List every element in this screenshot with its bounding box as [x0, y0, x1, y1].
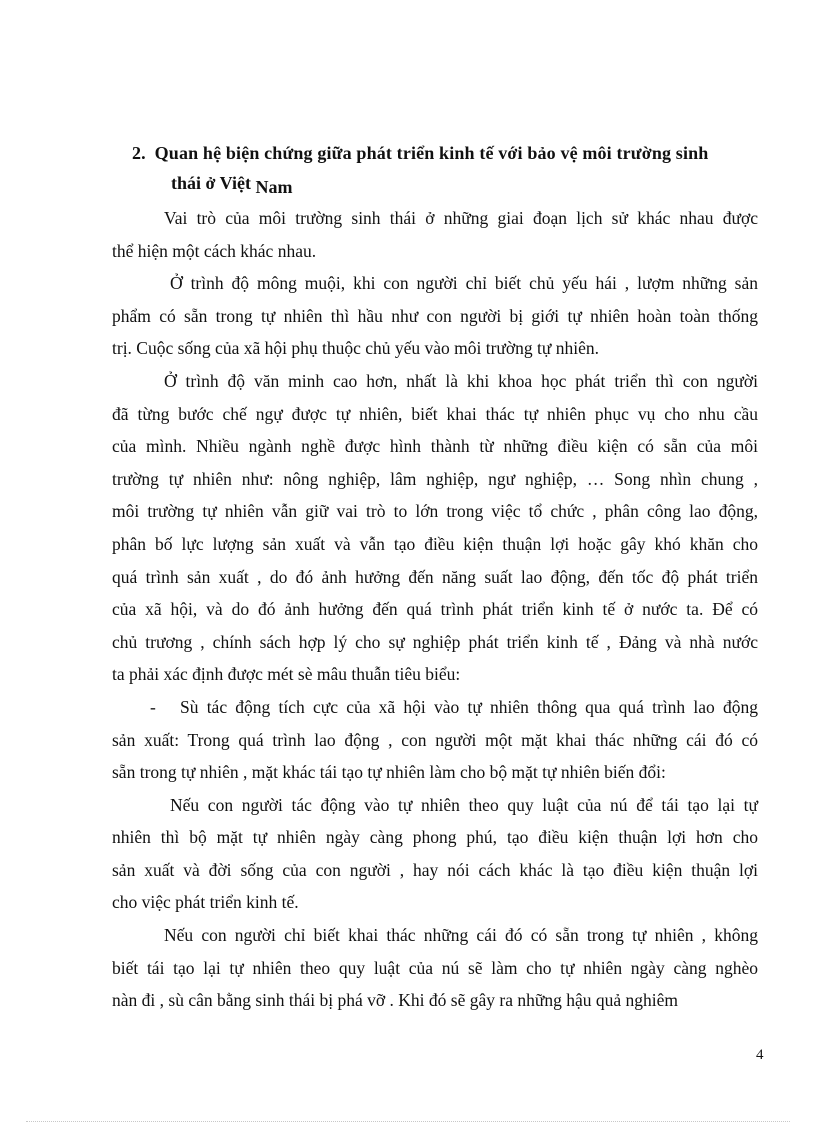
section-title-part-3: Nam [255, 177, 293, 197]
paragraph-line: Nếu con người chỉ biết khai thác những cái đó có sẵn trong tự nhiên , không [164, 925, 758, 946]
section-heading-line-2 [132, 168, 762, 198]
page-number: 4 [756, 1047, 764, 1063]
paragraph-line: phẩm có sẵn trong tự nhiên thì hầu như con người bị giới tự nhiên hoàn toàn thống [112, 305, 758, 326]
paragraph-line: trường tự nhiên như: nông nghiệp, lâm nghiệp, ngư nghiệp, … Song nhìn chung , [112, 468, 758, 489]
section-title-part-1: Quan hệ biện chứng giữa phát triển kinh tế với bảo vệ môi trường sinh [154, 143, 709, 163]
list-dash: - [150, 696, 156, 717]
section-heading-line-1 [132, 138, 762, 168]
paragraph [112, 202, 758, 267]
paragraph-line: phân bố lực lượng sản xuất và vẫn tạo điều kiện thuận lợi hoặc gây khó khăn cho [112, 533, 758, 554]
paragraph-line: chủ trương , chính sách hợp lý cho sự nghiệp phát triển kinh tế , Đảng và nhà nước [112, 631, 758, 652]
body-text [112, 202, 758, 1017]
paragraph-line: Nếu con người tác động vào tự nhiên theo quy luật của nú để tái tạo lại tự [170, 794, 758, 815]
paragraph [112, 691, 758, 789]
paragraph-line: trị. Cuộc sống của xã hội phụ thuộc chủ yếu vào môi trường tự nhiên. [112, 338, 600, 359]
paragraph-line [112, 691, 758, 724]
section-title-part-2: thái ở Việt [171, 173, 256, 193]
paragraph-line: Vai trò của môi trường sinh thái ở những giai đoạn lịch sử khác nhau được [164, 208, 758, 228]
list-item-text: Sù tác động tích cực của xã hội vào tự nhiên thông qua quá trình lao động [180, 696, 758, 717]
section-number: 2. [132, 143, 146, 163]
paragraph-line: của mình. Nhiều ngành nghề được hình thành từ những điều kiện có sẵn của môi [112, 436, 758, 457]
paragraph-line: Ở trình độ mông muội, khi con người chỉ biết chủ yếu hái , lượm những sản [170, 273, 758, 294]
paragraph-line: sẵn trong tự nhiên , mặt khác tái tạo tự nhiên làm cho bộ mặt tự nhiên biến đổi: [112, 762, 666, 783]
page-bottom-rule [26, 1121, 790, 1122]
paragraph-line: Ở trình độ văn minh cao hơn, nhất là khi khoa học phát triển thì con người [164, 370, 758, 391]
paragraph [112, 365, 758, 691]
paragraph-line: môi trường tự nhiên vẫn giữ vai trò to lớn trong việc tổ chức , phân công lao động, [112, 501, 758, 522]
paragraph [112, 789, 758, 919]
paragraph-line: ta phải xác định được mét sè mâu thuẫn tiêu biểu: [112, 664, 461, 685]
paragraph-line: sản xuất và đời sống của con người , hay nói cách khác là tạo điều kiện thuận lợi [112, 859, 758, 880]
paragraph-line: của xã hội, và do đó ảnh hưởng đến quá trình phát triển kinh tế ở nước ta. Để có [112, 599, 758, 620]
section-heading [132, 138, 762, 198]
paragraph [112, 919, 758, 1017]
paragraph-line: nàn đi , sù cân bằng sinh thái bị phá vỡ . Khi đó sẽ gây ra những hậu quả nghiêm [112, 990, 678, 1011]
paragraph [112, 267, 758, 365]
paragraph-line: nhiên thì bộ mặt tự nhiên ngày càng phong phú, tạo điều kiện thuận lợi hơn cho [112, 827, 758, 848]
paragraph-line: cho việc phát triển kinh tế. [112, 892, 299, 913]
paragraph-line: sản xuất: Trong quá trình lao động , con người một mặt khai thác những cái đó có [112, 729, 758, 750]
paragraph-line: quá trình sản xuất , do đó ảnh hưởng đến năng suất lao động, đến tốc độ phát triển [112, 566, 758, 587]
paragraph-line: biết tái tạo lại tự nhiên theo quy luật của nú sẽ làm cho tự nhiên ngày càng nghèo [112, 957, 758, 978]
paragraph-line: thể hiện một cách khác nhau. [112, 240, 317, 261]
paragraph-line: đã từng bước chế ngự được tự nhiên, biết khai thác tự nhiên phục vụ cho nhu cầu [112, 403, 758, 424]
